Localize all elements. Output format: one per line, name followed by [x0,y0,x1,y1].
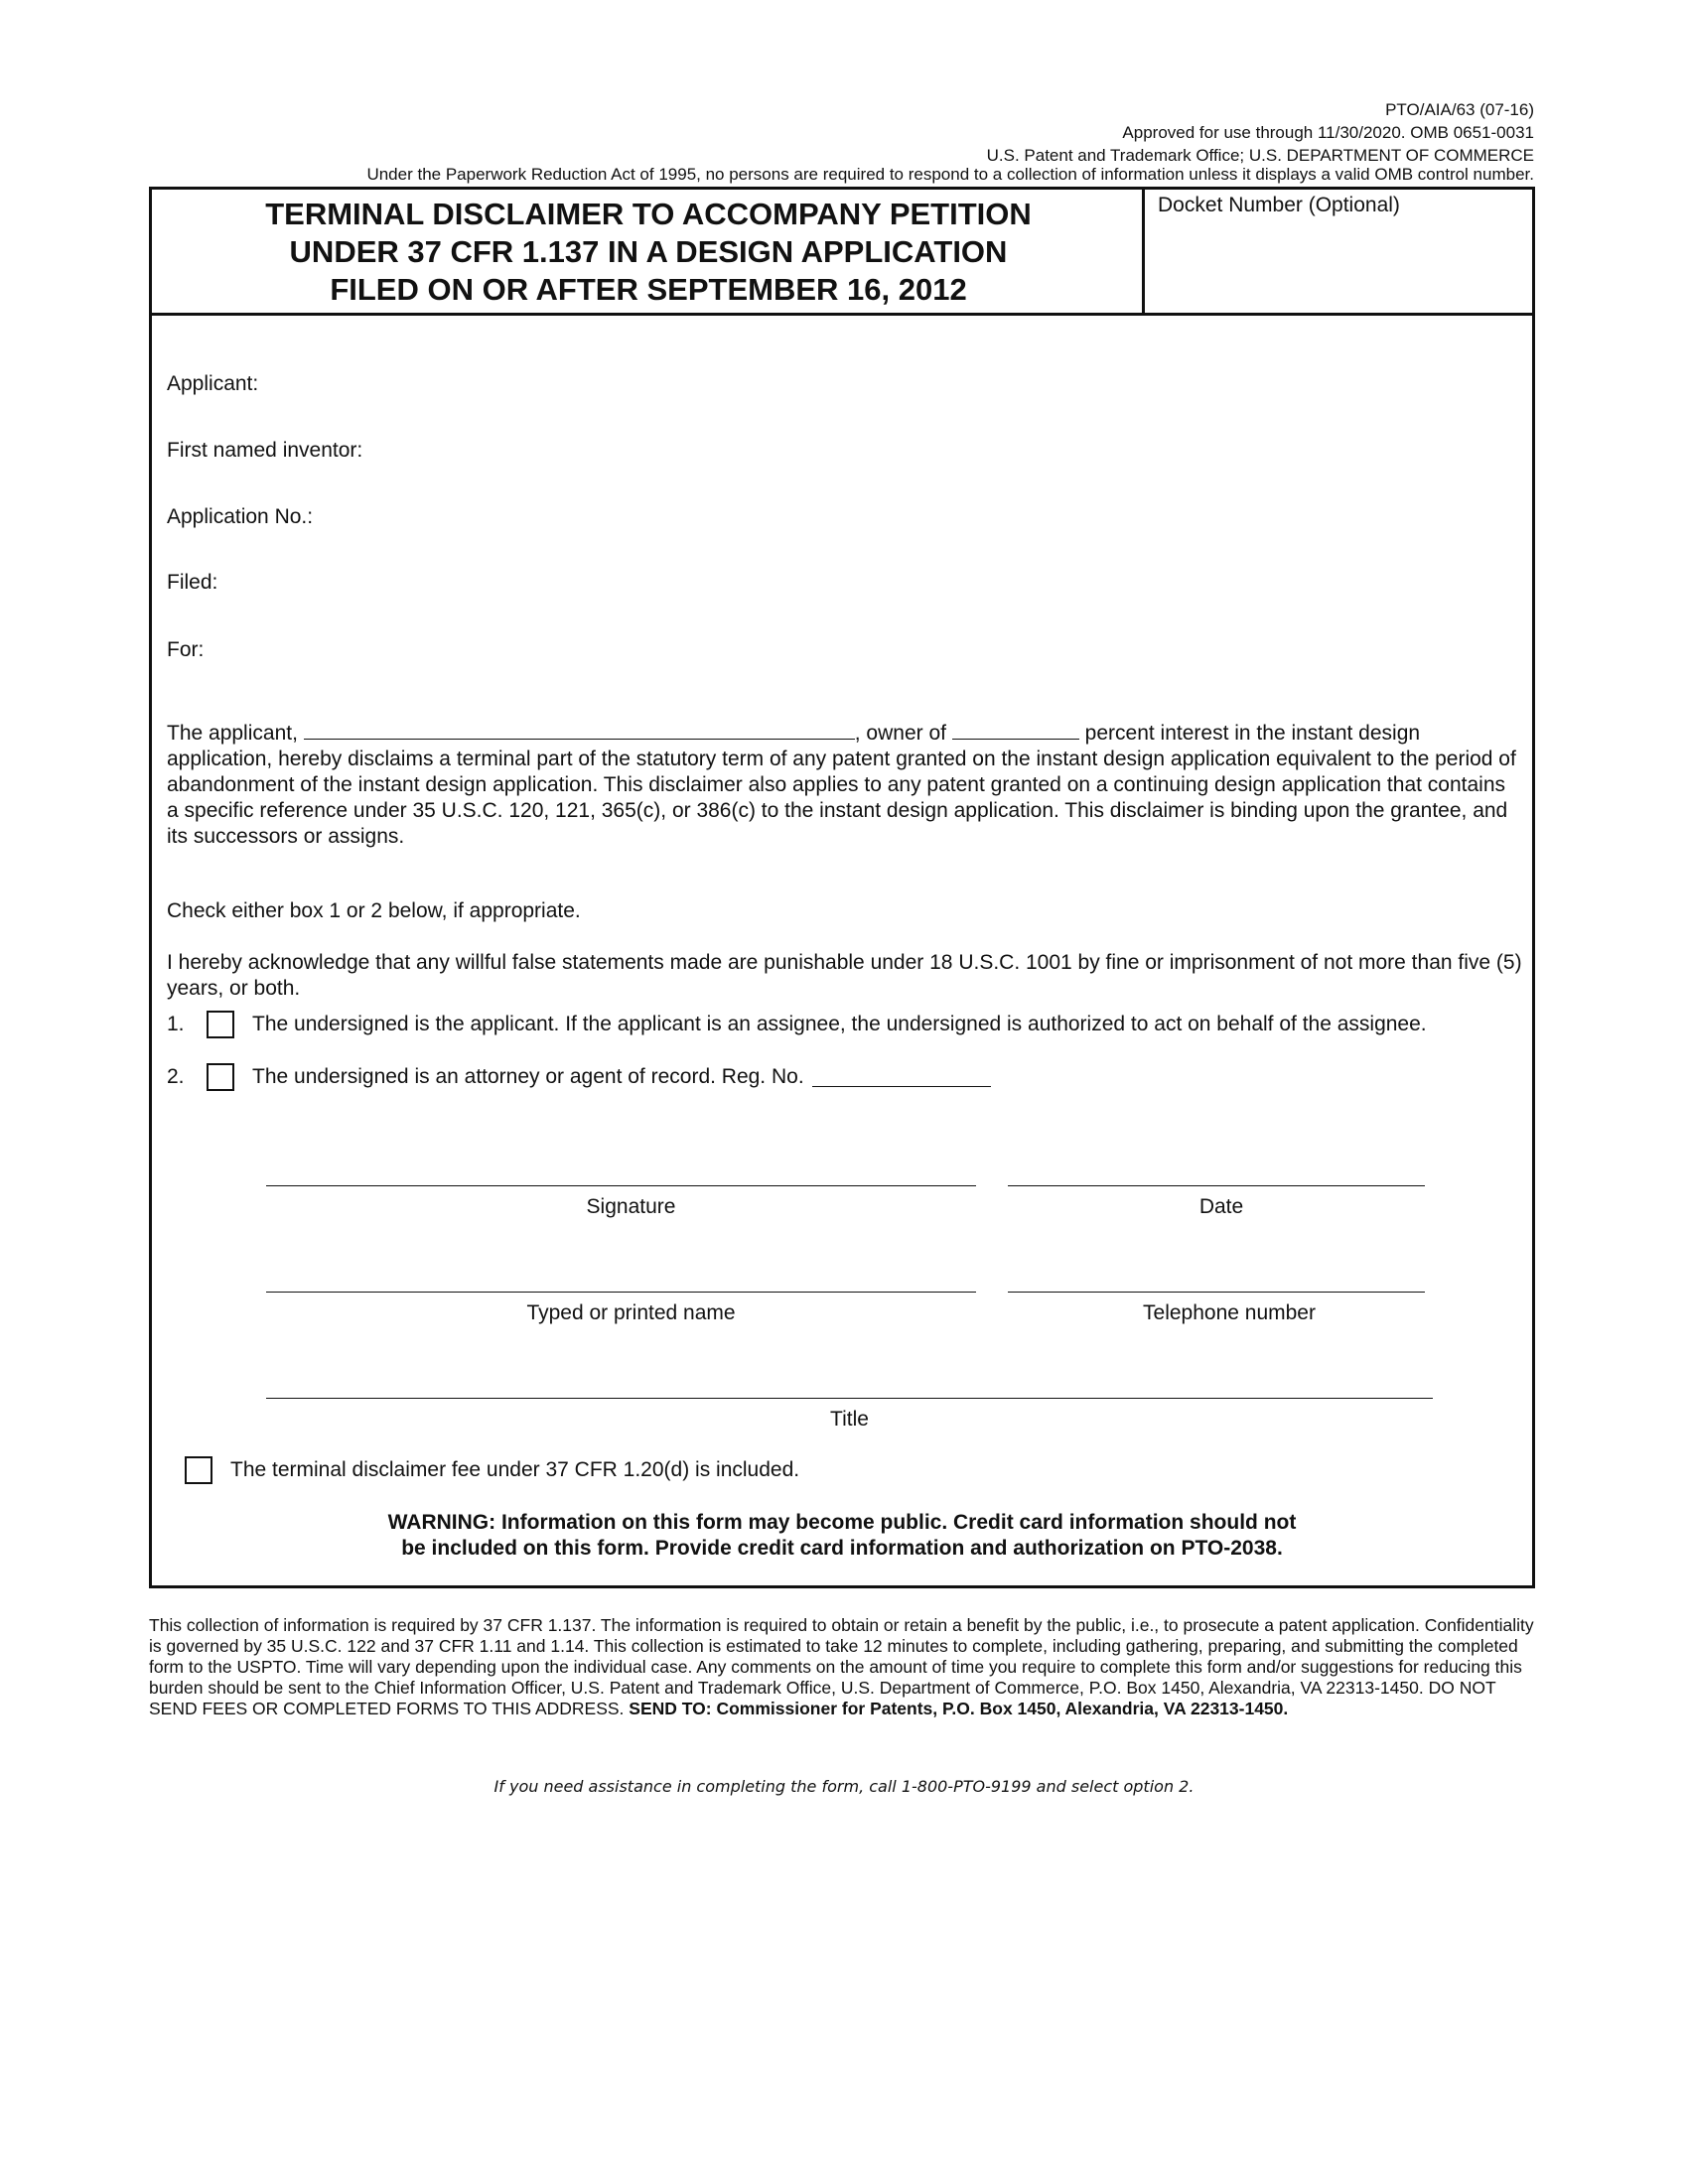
approval-notice: Approved for use through 11/30/2020. OMB 0651-0031 [1122,123,1534,142]
warning-line-1: WARNING: Information on this form may become public. Credit card information should not [387,1511,1297,1534]
option-1-checkbox[interactable] [207,1011,234,1038]
filed-field[interactable]: Filed: [167,571,218,594]
fee-checkbox[interactable] [185,1456,212,1484]
acknowledgement: I hereby acknowledge that any willful false statements made are punishable under 18 U.S.C. 1001 by fine or imprisonment of not more than five (5) years, or both. [167,951,1522,1000]
title-line-2: UNDER 37 CFR 1.137 IN A DESIGN APPLICATION [289,234,1008,269]
office-name: U.S. Patent and Trademark Office; U.S. DEPARTMENT OF COMMERCE [986,146,1534,165]
date-label: Date [1198,1195,1244,1218]
applicant-field[interactable]: Applicant: [167,372,259,395]
option-1-number: 1. [167,1013,185,1035]
title-box [152,190,1145,313]
option-2-number: 2. [167,1065,185,1088]
disclaimer-part-1: The applicant, [167,722,298,745]
assistance-note: If you need assistance in completing the form, call 1-800-PTO-9199 and select option 2. [493,1777,1195,1796]
title-label: Title [830,1408,869,1431]
form-id: PTO/AIA/63 (07-16) [1385,100,1534,119]
percent-interest-blank[interactable] [952,721,1079,740]
applicant-name-blank[interactable] [304,721,855,740]
typed-name-line[interactable] [266,1292,976,1293]
telephone-line[interactable] [1008,1292,1425,1293]
option-2-checkbox[interactable] [207,1063,234,1091]
option-applicant [167,1011,1427,1038]
telephone-label: Telephone number [1143,1301,1316,1324]
option-2-text: The undersigned is an attorney or agent of record. Reg. No. [252,1065,804,1088]
option-1-text: The undersigned is the applicant. If the applicant is an assignee, the undersigned is authorized to act on behalf of the assignee. [252,1013,1427,1035]
docket-number-field[interactable]: Docket Number (Optional) [1158,194,1400,216]
title-line-1: TERMINAL DISCLAIMER TO ACCOMPANY PETITION [265,197,1032,231]
form-frame [149,187,1535,1588]
send-to-address: SEND TO: Commissioner for Patents, P.O. Box 1450, Alexandria, VA 22313-1450. [629,1699,1289,1718]
signature-label: Signature [586,1195,676,1218]
burden-text: This collection of information is required by 37 CFR 1.137. The information is required to obtain or retain a benefit by the public, i.e., to prosecute a patent application. Confidentiality is governed by 35 U.S.C. 122 and 37 CFR 1.11 and 1.14. This collection is estimated to take 12 minutes to complete, including gathering, preparing, and submitting the completed form to the USPTO. Time will vary depending upon the individual case. Any comments on the amount of time you require to complete this form and/or suggestions for reducing this burden should be sent to the Chief Information Officer, U.S. Patent and Trademark Office, U.S. Department of Commerce, P.O. Box 1450, Alexandria, VA 22313-1450. DO NOT SEND FEES OR COMPLETED FORMS TO THIS ADDRESS. [149,1615,1534,1718]
application-no-field[interactable]: Application No.: [167,505,314,528]
title-row [152,190,1532,316]
fee-option [185,1456,799,1484]
disclaimer-paragraph [167,721,1522,850]
disclaimer-part-3: percent interest in the instant design application, hereby disclaims a terminal part of the statutory term of any patent granted on the instant design application equivalent to the period of abandonment of the instant design application. This disclaimer also applies to any patent granted on a continuing design application that contains a specific reference under 35 U.S.C. 120, 121, 365(c), or 386(c) to the instant design application. This disclaimer is binding upon the grantee, and its successors or assigns. [167,722,1516,848]
check-instruction: Check either box 1 or 2 below, if appropriate. [167,899,581,922]
paperwork-notice: Under the Paperwork Reduction Act of 1995, no persons are required to respond to a collection of information unless it displays a valid OMB control number. [366,165,1534,184]
disclaimer-part-2: , owner of [854,722,946,745]
warning-line-2: be included on this form. Provide credit card information and authorization on PTO-2038. [401,1537,1283,1560]
signature-line[interactable] [266,1185,976,1186]
burden-statement [149,1615,1539,1719]
title-line-3: FILED ON OR AFTER SEPTEMBER 16, 2012 [330,272,967,307]
typed-name-label: Typed or printed name [526,1301,736,1324]
reg-no-blank[interactable] [812,1068,991,1087]
fee-text: The terminal disclaimer fee under 37 CFR 1.20(d) is included. [230,1458,800,1481]
inventor-field[interactable]: First named inventor: [167,439,363,462]
for-field[interactable]: For: [167,638,205,661]
date-line[interactable] [1008,1185,1425,1186]
option-attorney [167,1063,991,1091]
title-line[interactable] [266,1398,1433,1399]
